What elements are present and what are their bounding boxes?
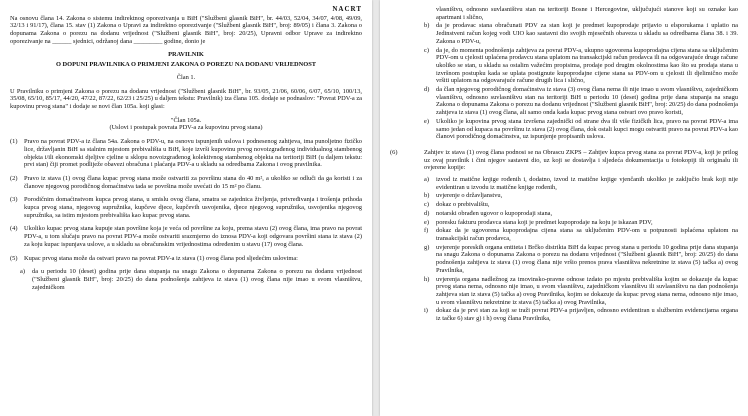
list-text: da je, do momenta podnošenja zahtjeva za povrat PDV-a, ukupno ugovorena kupoprodajna cijena stana sa uključenim PDV-om u cjelosti uplaćena prodavcu stana uplatom na transakcijski račun prodavca ili na odgovarajuće druge račune ukoliko se stan, u skladu sa ostalim važećim propisima, prodaje pod drugim okolnostima kao što su prodaja stana u izvršnom postupku kada se uplata postignute kupoprodajne cijene stana sa PDV-om u cjelosti ili djelimično može vršiti uplatom na odgovarajuće račune drugih lica i slično, [436, 46, 738, 85]
paragraph-text: Pravo na povrat PDV-a iz člana 54a. Zakona o PDV-u, na osnovu ispunjenih uslova i podnesenog zahtjeva, ima punoljetno fizičko lice, državljanin BiH sa stalnim mjestom prebivališta u BiH, koje izvrši kupovinu prvog novoizgrađenog individualnog stambenog objekta i/ili ekonomski djeljive cjeline u sklopu novoizgrađenog kolektivnog stambenog objekta na teritoriji BiH (u daljem tekstu: prvi stan) čiji promet podliježe obavezi obračuna i plaćanja PDV-a u skladu sa odredbama Zakona i ovog pravilnika. [24, 138, 362, 169]
list-marker: e) [424, 117, 429, 125]
list-text: poresku fakturu prodavca stana koji je predmet kupoprodaje na koju je iskazan PDV, [436, 218, 653, 226]
list-marker: c) [424, 46, 429, 54]
list-item [424, 307, 738, 322]
list-text: vlasništvu, odnosno suvlasništvu stan na teritoriji Bosne i Hercegovine, uključujući stanove koji su oznake kao apartmani i slično, [436, 6, 738, 21]
list-text: dokaz o prebivalištu, [436, 201, 490, 209]
draft-label: NACRT [332, 5, 362, 13]
paragraph-text: Porodičnim domaćinstvom kupca prvog stana, u smislu ovog člana, smatra se zajednica življenja, privređivanja i trošenja prihoda kupca prvog stana, njegovog supružnika, kupčeve djece, kupčevih usvojenika, djece njegovog supružnika, usvojenika njegovog supružnika, sa istim mjestom prebivališta kao kupac prvog stana. [24, 196, 362, 219]
page-left [0, 0, 372, 416]
list-marker: a) [20, 268, 25, 276]
article-105a-subtitle: (Uslovi i postupak povrata PDV-a za kupovinu prvog stana) [109, 124, 263, 132]
list-item [424, 227, 738, 242]
list-marker: d) [424, 86, 430, 94]
list-marker: f) [424, 227, 429, 235]
list-marker: b) [424, 192, 430, 200]
list-marker: a) [424, 176, 429, 184]
paragraph-number: (6) [390, 148, 398, 156]
paragraph-5 [10, 255, 362, 263]
list-text: dokaz da je prvi stan za koji se traži povrat PDV-a prijavljen, odnosno evidentiran u službenim evidencijama organa iz tačke 6) stav g) i h) ovog člana Pravilnika, [436, 307, 738, 323]
list-marker: e) [424, 218, 429, 226]
list-text: uvjerenje o državljanstvu, [436, 192, 503, 200]
list-marker: i) [424, 307, 428, 315]
list-text: uvjerenja organa nadležnog za imovinsko-pravne odnose izdato po mjestu prebivališta kojim se dokazuje da kupac prvog stana nema, odnosno nije imao, u svom vlasništvu, zajedničkom vlasništvu ili suvlasništvu na dan podnošenja zahtjeva stan iz stava (5) tačka a) ovog Pravilnika, kojim se dokazuje da kupac prvog stana nema, odnosno nije imao, u svom vlasništvu nekretnine iz stava (5) tačka a) ovog Pravilnika, [436, 275, 738, 306]
list-item [424, 244, 738, 275]
paragraph-number: (4) [10, 225, 18, 233]
list-text: notarski obrađen ugovor o kupoprodaji stana, [436, 209, 553, 217]
paragraph-text: Ukoliko kupac prvog stana kupuje stan površine koja je veća od površine za koju, prema stavu (2) ovog člana, ima pravo na povrat PDV-a, u tom slučaju pravo na povrat PDV-a može ostvariti srazmjerno do iznosa PDV-a koji odgovara površini stana iz stava (2) za koju kupac ispunjava uslove, a u skladu sa obračunskim vrijednostima određenim u stavu (17) ovog člana. [24, 225, 362, 248]
page-right [380, 0, 748, 416]
paragraph-number: (1) [10, 138, 18, 146]
paragraph-1 [10, 138, 362, 169]
list-text: da je prodavac stana obračunati PDV za stan koji je predmet kupoprodaje prijavio u elsporukama i uplatio na Jedinstveni račun kojeg vodi UIO kao sastavni dio svojih mjesečnih obaveza u skladu sa odredbama člana 38. i 39. Zakona o PDV-u, [436, 22, 738, 45]
paragraph-number: (3) [10, 196, 18, 204]
list-item [424, 192, 738, 200]
paragraph-4 [10, 225, 362, 248]
list-text: da član njegovog porodičnog domaćinstva iz stava (3) ovog člana nema ili nije imao u svom vlasništvu, zajedničkom vlasništvu, odnosno suvlasništvu stan na teritoriji BiH u periodu 10 (deset) godina prije dana stupanja na snagu Zakona o dopunama Zakona o porezu na dodanu vrijednost ("Službeni glasnik BiH", broj: 20/25) do dana podnošenja zahtjeva iz stava (1) ovog člana, ali samo onda kada kupac prvog stana ostvari ovo pravo koristi, [436, 86, 738, 117]
list-text: uvjerenje poreskih organa entiteta i Brčko distrikta BiH da kupac prvog stana u periodu 10 godina prije dana stupanja na snagu Zakona o dopunama Zakona o porezu na dodanu vrijednost ("Službeni glasnik BiH", broj: 20/25) do dana podnošenja zahtjeva iz stava (1) ovog člana nije vršio prenos prava vlasništva nekretnine iz stava (5) tačka a) ovog Pravilnika, [436, 243, 738, 274]
list-text: da u periodu 10 (deset) godina prije dana stupanja na snagu Zakona o dopunama Zakona o porezu na dodanu vrijednost ("Službeni glasnik BiH", broj: 20/25) do dana podnošenja zahtjeva iz stava (1) ovog člana nije imao u svom vlasništvu, zajedničkom [32, 268, 362, 291]
list-item [424, 201, 738, 209]
list-item [424, 86, 738, 117]
list-text: izvod iz matične knjige rođenih i, dodatno, izvod iz matične knjige vjenčanih ukoliko je zaključio brak koji nije evidentiran u izvodu iz matične knjige rođenih, [436, 176, 738, 191]
paragraph-6 [390, 149, 738, 172]
list-item [424, 219, 738, 227]
paragraph-2 [10, 175, 362, 190]
list-marker: d) [424, 209, 430, 217]
list-item [20, 268, 362, 291]
paragraph-text: Pravo iz stava (1) ovog člana kupac prvog stana može ostvariti za površinu stana do 40 m², a ukoliko se odluči da ga koristi i za članove njegovog porodičnog domaćinstva tada se površina može uvećati do 15 m² po članu. [24, 174, 362, 190]
list-text: Ukoliko je kupovina prvog stana izvršena zajednički od strane dva ili više fizičkih lica, pravo na povrat PDV-a ima samo jedan od kupaca na površinu iz stava (2) ovog člana, dok ostali kupci mogu ostvariti pravo na povrat PDV-a kao članovi porodičnog domaćinstva, uz ispunjenje propisanih uslova. [436, 117, 738, 141]
article-105a-heading: "Član 105a. [170, 116, 202, 124]
list-item [424, 22, 738, 45]
list-text: dokaz da je ugovorena kupoprodajna cijena stana sa uključenim PDV-om u potpunosti isplaćena uplatom na transakcijski račun prodavca, [436, 227, 738, 242]
paragraph-text: Kupac prvog stana može da ostvari pravo na povrat PDV-a iz stava (1) ovog člana pod sljedećim uslovima: [24, 254, 298, 262]
paragraph-number: (2) [10, 174, 18, 182]
list-marker: g) [424, 243, 430, 251]
list-marker: b) [424, 22, 430, 30]
paragraph-text: Zahtjev iz stava (1) ovog člana podnosi se na Obrascu ZKPS – Zahtjev kupca prvog stana za povrat PDV-a, koji je prilog uz ovaj pravilnik i čini njegov sastavni dio, uz koji se dostavlja i sljedeća dokumentacija u fotokopiji ili originalu ili ovjerene kopije: [424, 148, 738, 172]
list-item [424, 47, 738, 86]
document-subtitle: O DOPUNI PRAVILNIKA O PRIMJENI ZAKONA O POREZU NA DODANU VRIJEDNOST [55, 61, 317, 69]
document-title: PRAVILNIK [168, 50, 204, 58]
preamble: Na osnovu člana 14. Zakona o sistemu indirektnog oporezivanja u BiH ("Službeni glasnik BiH", br. 44/03, 52/04, 34/07, 4/08, 49/09, 32/13 i 91/17), člana 15. stav (1) Zakona o Upravi za indirektno oporezivanje ("Službeni glasnik BiH", broj: 89/05) i člana 3. Zakona o dopunama Zakona o porezu na dodanu vrijednost ("Službeni glasnik BiH", broj: 20/25), Upravni odbor Uprave za indirektno oporezivanje na ______ sjednici, održanoj dana _________ godine, donio je [10, 14, 362, 45]
paragraph-3 [10, 196, 362, 219]
list-marker: h) [424, 275, 430, 283]
article-heading: Član 1. [176, 73, 196, 81]
list-item [424, 276, 738, 307]
paragraph-number: (5) [10, 254, 18, 262]
article-1-text: U Pravilniku o primjeni Zakona o porezu na dodanu vrijednost ("Službeni glasnik BiH", br. 93/05, 21/06, 60/06, 6/07, 65/10, 100/13, 35/08, 65/10, 85/17, 44/20, 47/22, 87/22, 62/23 i 25/25) u daljem tekstu: Pravilnik) iza člana 105. dodaje se podnaslov: "Povrat PDV-a za kupovinu prvog stana" i dodaje se novi član 105a. koji glasi: [10, 87, 362, 111]
list-item [424, 210, 738, 218]
list-item [424, 118, 738, 141]
list-marker: c) [424, 201, 429, 209]
list-item [424, 176, 738, 191]
continuation-text [424, 6, 738, 21]
